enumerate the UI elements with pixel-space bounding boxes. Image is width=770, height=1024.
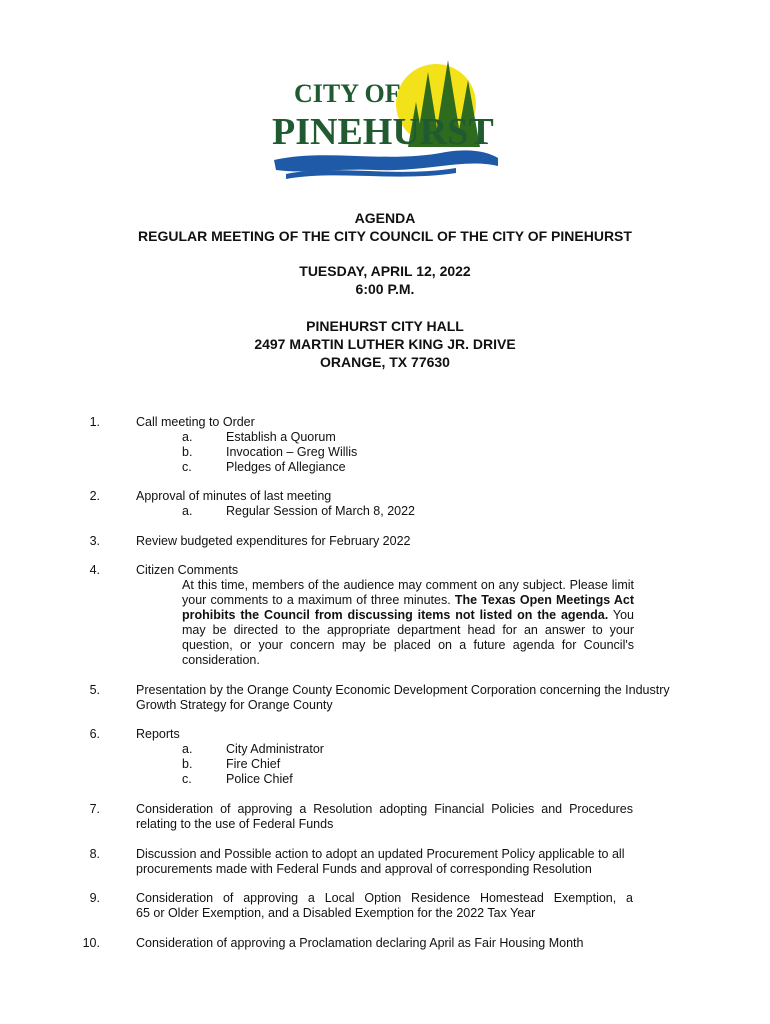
agenda-title: AGENDA <box>354 210 416 226</box>
logo-line1: CITY OF <box>294 79 401 108</box>
item-text-line1: Consideration of approving a Resolution adopting Financial Policies and Procedures <box>136 802 633 816</box>
item-text: Review budgeted expenditures for February 2022 <box>136 534 411 548</box>
meeting-venue: PINEHURST CITY HALL <box>306 318 464 334</box>
sub-text: Invocation – Greg Willis <box>226 445 358 459</box>
logo-line2: PINEHURST <box>272 111 494 153</box>
sub-text: City Administrator <box>226 742 324 756</box>
sub-label: a. <box>182 430 193 444</box>
item-number: 6. <box>89 727 100 741</box>
item-number: 1. <box>89 415 100 429</box>
sub-label: a. <box>182 504 193 518</box>
item-text-line1: Discussion and Possible action to adopt an updated Procurement Policy applicable to all <box>136 847 625 861</box>
sub-label: c. <box>182 460 192 474</box>
item-text-line2: relating to the use of Federal Funds <box>136 817 334 831</box>
item-text-line1: Presentation by the Orange County Economic Development Corporation concerning the Industry <box>136 683 670 697</box>
sub-label: b. <box>182 445 193 459</box>
sub-label: b. <box>182 757 193 771</box>
item-text: Reports <box>136 727 180 741</box>
item-number: 5. <box>89 683 100 697</box>
comment-text: At this time, members of the audience may comment on any subject. Please limit your comments to a maximum of three minutes. <box>182 578 634 607</box>
sub-text: Establish a Quorum <box>226 430 336 444</box>
item-number: 3. <box>89 534 100 548</box>
item-text-line2: procurements made with Federal Funds and approval of corresponding Resolution <box>136 862 592 876</box>
item-number: 8. <box>89 847 100 861</box>
meeting-subtitle: REGULAR MEETING OF THE CITY COUNCIL OF THE CITY OF PINEHURST <box>138 228 632 244</box>
item-number: 2. <box>89 489 100 503</box>
item-text: Call meeting to Order <box>136 415 255 429</box>
item-number: 10. <box>82 936 100 950</box>
comment-text: You may be directed to the appropriate department head for an answer to your question, or your concern may be placed on a future agenda for Council's consideration. <box>182 608 634 667</box>
city-of-pinehurst-logo <box>266 52 502 184</box>
item-text: Citizen Comments <box>136 563 239 577</box>
item-number: 4. <box>89 563 100 577</box>
item-text: Approval of minutes of last meeting <box>136 489 332 503</box>
sub-label: c. <box>182 772 192 786</box>
item-number: 7. <box>89 802 100 816</box>
sub-text: Regular Session of March 8, 2022 <box>226 504 415 518</box>
sub-text: Pledges of Allegiance <box>226 460 346 474</box>
sub-label: a. <box>182 742 193 756</box>
meeting-date: TUESDAY, APRIL 12, 2022 <box>299 263 471 279</box>
meeting-address: 2497 MARTIN LUTHER KING JR. DRIVE <box>254 336 516 352</box>
citizen-comments-paragraph <box>182 578 634 668</box>
sub-text: Fire Chief <box>226 757 281 771</box>
open-meetings-notice: The Texas Open Meetings Act prohibits the Council from discussing items not listed on the agenda. <box>182 593 634 622</box>
meeting-time: 6:00 P.M. <box>355 281 415 297</box>
item-text-line1: Consideration of approving a Local Option Residence Homestead Exemption, a <box>136 891 633 905</box>
item-text: Consideration of approving a Proclamation declaring April as Fair Housing Month <box>136 936 584 950</box>
item-text-line2: 65 or Older Exemption, and a Disabled Exemption for the 2022 Tax Year <box>136 906 536 920</box>
item-number: 9. <box>89 891 100 905</box>
sub-text: Police Chief <box>226 772 293 786</box>
water-wave-shape <box>274 150 498 171</box>
item-text-line2: Growth Strategy for Orange County <box>136 698 333 712</box>
meeting-city: ORANGE, TX 77630 <box>320 354 450 370</box>
